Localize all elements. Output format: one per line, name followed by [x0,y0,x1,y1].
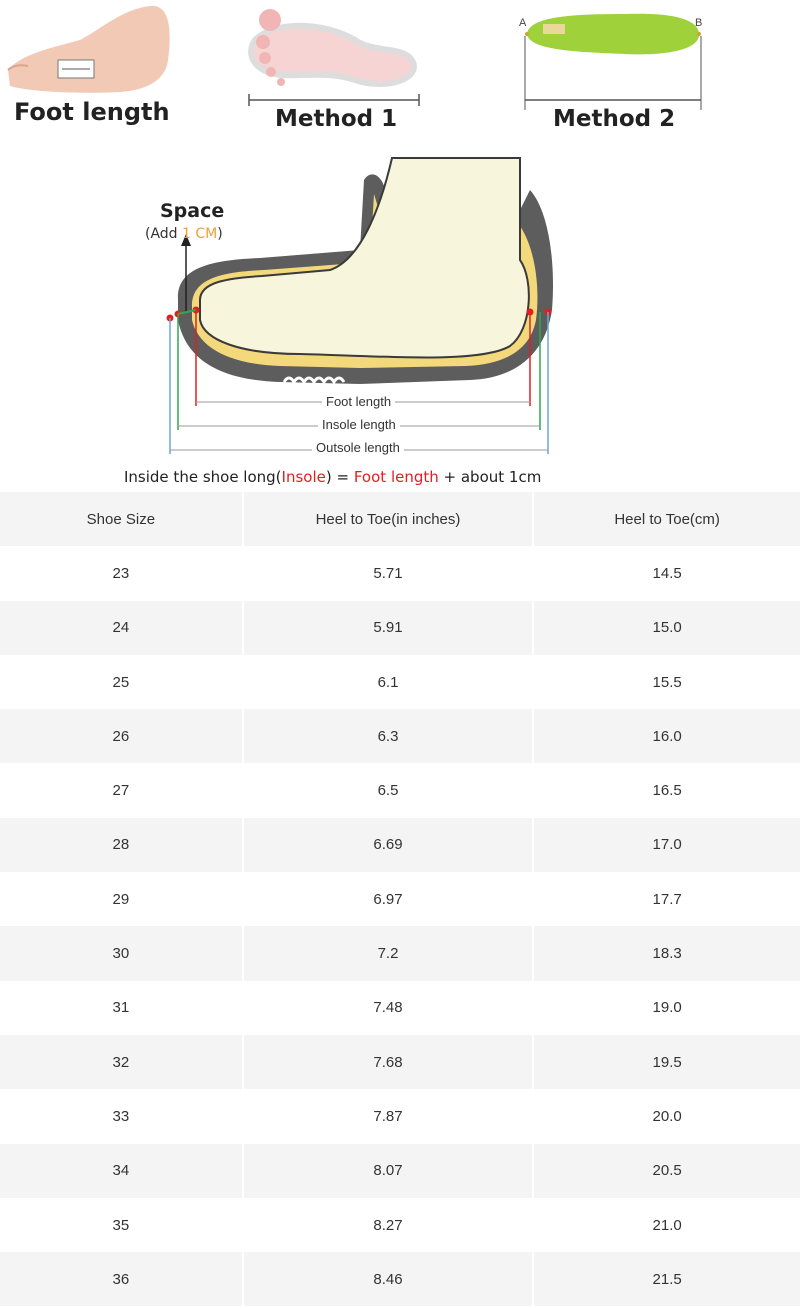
formula-foot-length: Foot length [353,468,439,486]
marker-b: B [695,17,703,29]
measurement-methods [0,0,800,150]
table-row [0,1089,800,1143]
cell-shoe-size: 32 [0,1035,242,1089]
cell-heel-to-toe-cm: 16.5 [532,763,800,817]
cell-shoe-size: 26 [0,709,242,763]
cell-heel-to-toe-inches: 6.5 [242,763,533,817]
cell-shoe-size: 34 [0,1144,242,1198]
size-chart-body [0,546,800,1306]
space-title: Space [160,200,225,222]
cell-heel-to-toe-inches: 8.46 [242,1252,533,1306]
cell-heel-to-toe-inches: 7.2 [242,926,533,980]
cell-shoe-size: 35 [0,1198,242,1252]
cell-heel-to-toe-cm: 17.0 [532,818,800,872]
table-row [0,709,800,763]
size-chart-table [0,492,800,1306]
cell-shoe-size: 29 [0,872,242,926]
table-row [0,818,800,872]
cell-heel-to-toe-cm: 20.5 [532,1144,800,1198]
cell-shoe-size: 36 [0,1252,242,1306]
table-row [0,763,800,817]
method-1-label: Method 1 [275,106,398,132]
method-foot-length [0,0,200,150]
insole-length-label: Insole length [318,417,400,432]
space-note-prefix: (Add [145,226,183,242]
cell-heel-to-toe-inches: 5.71 [242,546,533,600]
cell-shoe-size: 27 [0,763,242,817]
cell-shoe-size: 23 [0,546,242,600]
cell-heel-to-toe-inches: 6.69 [242,818,533,872]
cell-heel-to-toe-cm: 14.5 [532,546,800,600]
insole-icon [515,0,715,110]
table-row [0,1035,800,1089]
formula-insole: Insole [281,468,326,486]
shoe-cross-section-icon [0,150,800,490]
method-2-label: Method 2 [553,106,676,132]
cell-shoe-size: 33 [0,1089,242,1143]
cell-heel-to-toe-cm: 18.3 [532,926,800,980]
footprint-icon [235,0,435,110]
cell-heel-to-toe-cm: 20.0 [532,1089,800,1143]
table-row [0,1252,800,1306]
cell-heel-to-toe-inches: 6.97 [242,872,533,926]
cell-heel-to-toe-cm: 15.5 [532,655,800,709]
cell-heel-to-toe-cm: 19.5 [532,1035,800,1089]
header-heel-to-toe-inches: Heel to Toe(in inches) [242,492,533,546]
cell-shoe-size: 28 [0,818,242,872]
method-2 [515,0,715,150]
cell-heel-to-toe-inches: 6.3 [242,709,533,763]
cell-heel-to-toe-inches: 8.27 [242,1198,533,1252]
cell-heel-to-toe-inches: 5.91 [242,601,533,655]
cell-heel-to-toe-cm: 15.0 [532,601,800,655]
table-header-row [0,492,800,546]
table-row [0,1198,800,1252]
outsole-length-label: Outsole length [312,440,404,455]
cell-heel-to-toe-cm: 21.5 [532,1252,800,1306]
space-note [145,226,223,242]
method-foot-length-label: Foot length [14,98,170,126]
cell-shoe-size: 31 [0,981,242,1035]
header-shoe-size: Shoe Size [0,492,242,546]
cell-heel-to-toe-cm: 21.0 [532,1198,800,1252]
cell-heel-to-toe-cm: 16.0 [532,709,800,763]
cell-shoe-size: 24 [0,601,242,655]
table-row [0,601,800,655]
foot-length-label: Foot length [322,394,395,409]
formula-prefix: Inside the shoe long( [124,468,282,486]
cell-heel-to-toe-inches: 8.07 [242,1144,533,1198]
marker-a: A [519,17,527,29]
space-note-suffix: ) [217,226,223,242]
table-row [0,1144,800,1198]
table-row [0,926,800,980]
shoe-size-diagram [0,150,800,490]
cell-heel-to-toe-inches: 7.68 [242,1035,533,1089]
cell-heel-to-toe-inches: 6.1 [242,655,533,709]
table-row [0,546,800,600]
cell-heel-to-toe-inches: 7.87 [242,1089,533,1143]
space-note-accent: 1 CM [182,226,218,242]
formula-middle: ) = [325,468,354,486]
table-row [0,872,800,926]
cell-heel-to-toe-cm: 19.0 [532,981,800,1035]
cell-heel-to-toe-cm: 17.7 [532,872,800,926]
foot-measure-icon [0,0,200,98]
insole-formula [124,468,541,486]
cell-heel-to-toe-inches: 7.48 [242,981,533,1035]
cell-shoe-size: 30 [0,926,242,980]
table-row [0,655,800,709]
table-row [0,981,800,1035]
cell-shoe-size: 25 [0,655,242,709]
header-heel-to-toe-cm: Heel to Toe(cm) [532,492,800,546]
formula-suffix: + about 1cm [438,468,542,486]
method-1 [235,0,435,150]
